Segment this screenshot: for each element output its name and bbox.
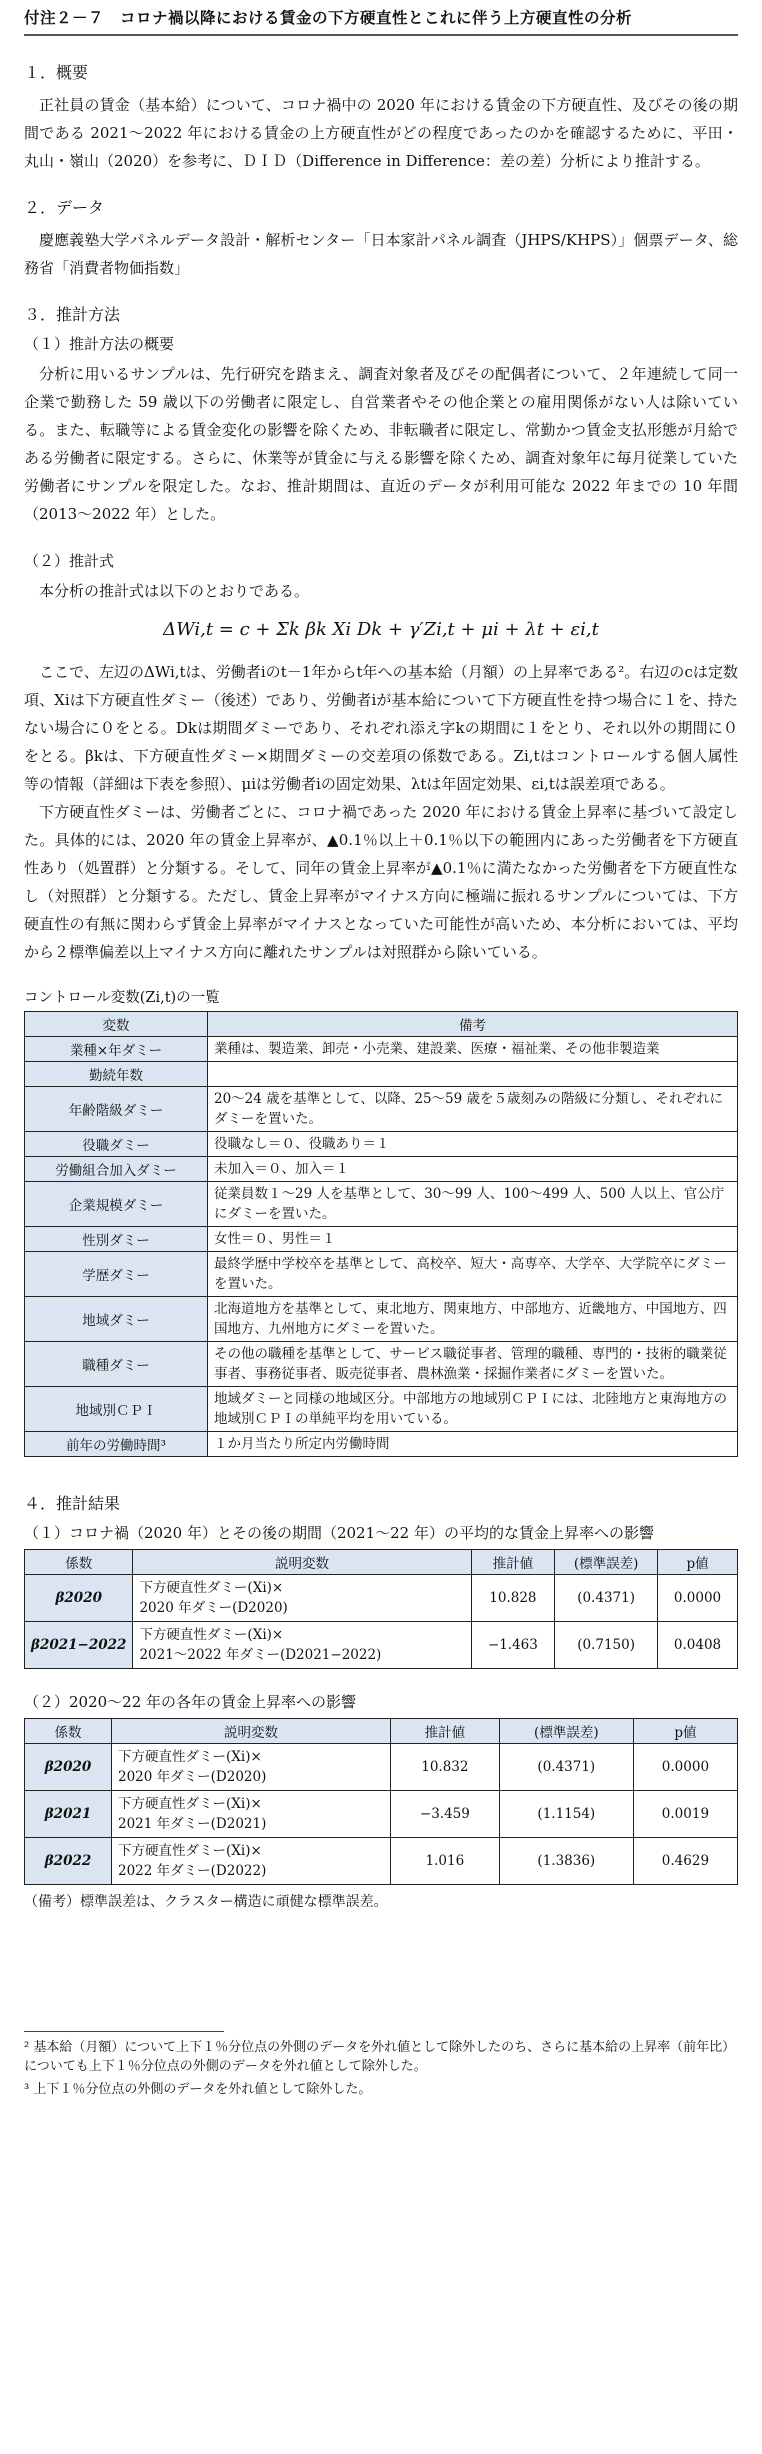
estimate-cell: −1.463 (471, 1622, 555, 1669)
coefficient-cell: β2020 (25, 1744, 112, 1791)
section-method (24, 302, 738, 966)
p-value-cell: 0.4629 (633, 1838, 737, 1885)
table-row (25, 1132, 738, 1157)
variable-line: 2020 年ダミー(D2020) (139, 1600, 288, 1616)
paragraph: 分析に用いるサンプルは、先行研究を踏まえ、調査対象者及びその配偶者について、２年連続して同一企業で勤務した 59 歳以下の労働者に限定し、自営業者やその他企業との雇用関係がない人は除いている。また、転職等による賃金変化の影響を除くため、非転職者に限定し、常勤かつ賃金支払形態が月給である労働者に限定する。さらに、休業等が賃金に与える影響を除くため、調査対象年に毎月従業していた労働者にサンプルを限定した。なお、推計期間は、直近のデータが利用可能な 2022 年までの 10 年間（2013～2022 年）とした。 (24, 365, 738, 523)
table-row (25, 1252, 738, 1297)
remarks-cell: 地域ダミーと同様の地域区分。中部地方の地域別ＣＰＩには、北陸地方と東海地方の地域別ＣＰＩの単純平均を用いている。 (208, 1387, 738, 1432)
estimate-cell: 10.828 (471, 1575, 555, 1622)
results-table-2 (24, 1718, 738, 1885)
remarks-cell: 北海道地方を基準として、東北地方、関東地方、中部地方、近畿地方、中国地方、四国地方、九州地方にダミーを置いた。 (208, 1297, 738, 1342)
coefficient-cell: β2021 (25, 1791, 112, 1838)
paragraph: 慶應義塾大学パネルデータ設計・解析センター「日本家計パネル調査（JHPS/KHPS）」個票データ、総務省「消費者物価指数」 (24, 231, 738, 277)
explanatory-variable-cell (133, 1622, 471, 1669)
variable-name-cell: 地域ダミー (25, 1297, 208, 1342)
subsection-heading: （１）コロナ禍（2020 年）とその後の期間（2021～22 年）の平均的な賃金上昇率への影響 (24, 1524, 654, 1542)
footnote-divider (24, 2031, 224, 2032)
variable-name-cell: 前年の労働時間³ (25, 1432, 208, 1457)
variable-name-cell: 学歴ダミー (25, 1252, 208, 1297)
explanatory-variable-cell (112, 1744, 391, 1791)
std-error-cell: (1.1154) (499, 1791, 633, 1838)
variable-line: 下方硬直性ダミー(Xi)× (118, 1749, 262, 1765)
variable-name-cell: 勤続年数 (25, 1062, 208, 1087)
paragraph: 正社員の賃金（基本給）について、コロナ禍中の 2020 年における賃金の下方硬直性、及びその後の期間である 2021～2022 年における賃金の上方硬直性がどの程度であったのかを確認するために、平田・丸山・嶺山（2020）を参考に、ＤＩＤ（Difference in Difference：差の差）分析により推計する。 (24, 96, 738, 170)
column-header: p値 (658, 1550, 738, 1575)
section-heading: ４．推計結果 (24, 1494, 121, 1513)
table-row (25, 1838, 738, 1885)
variable-name-cell: 業種×年ダミー (25, 1037, 208, 1062)
estimate-cell: −3.459 (390, 1791, 499, 1838)
equation: ΔWi,t = c + Σk βk Xi Dk + γ′Zi,t + μi + λt + εi,t (163, 619, 599, 640)
std-error-cell: (0.4371) (499, 1744, 633, 1791)
section-heading: １．概要 (24, 63, 89, 82)
variable-name-cell: 役職ダミー (25, 1132, 208, 1157)
table-row (25, 1227, 738, 1252)
table-row (25, 1342, 738, 1387)
remarks-cell: 最終学歴中学校卒を基準として、高校卒、短大・高専卒、大学卒、大学院卒にダミーを置いた。 (208, 1252, 738, 1297)
column-header: (標準誤差) (555, 1550, 658, 1575)
p-value-cell: 0.0000 (633, 1744, 737, 1791)
explanatory-variable-cell (133, 1575, 471, 1622)
variable-line: 下方硬直性ダミー(Xi)× (118, 1796, 262, 1812)
p-value-cell: 0.0019 (633, 1791, 737, 1838)
variable-line: 2021～2022 年ダミー(D2021−2022) (139, 1647, 382, 1663)
table-row (25, 1297, 738, 1342)
subsection-heading: （１）推計方法の概要 (24, 335, 175, 353)
coefficient-cell: β2020 (25, 1575, 133, 1622)
variable-name-cell: 労働組合加入ダミー (25, 1157, 208, 1182)
document-page (24, 0, 738, 2099)
remarks-cell: １か月当たり所定内労働時間 (208, 1432, 738, 1457)
column-header: (標準誤差) (499, 1719, 633, 1744)
table-row (25, 1744, 738, 1791)
estimate-cell: 1.016 (390, 1838, 499, 1885)
column-header: p値 (633, 1719, 737, 1744)
table-row (25, 1791, 738, 1838)
std-error-cell: (0.7150) (555, 1622, 658, 1669)
section-heading: ３．推計方法 (24, 305, 121, 324)
variable-name-cell: 地域別ＣＰＩ (25, 1387, 208, 1432)
subsection-heading: （２）2020～22 年の各年の賃金上昇率への影響 (24, 1693, 357, 1711)
explanatory-variable-cell (112, 1838, 391, 1885)
remarks-cell: 20～24 歳を基準として、以降、25～59 歳を５歳刻みの階級に分類し、それぞれにダミーを置いた。 (208, 1087, 738, 1132)
table-row (25, 1157, 738, 1182)
remarks-cell: その他の職種を基準として、サービス職従事者、管理的職種、専門的・技術的職業従事者、事務従事者、販売従事者、農林漁業・採掘作業者にダミーを置いた。 (208, 1342, 738, 1387)
section-results (24, 1491, 738, 1911)
paragraph: 下方硬直性ダミーは、労働者ごとに、コロナ禍であった 2020 年における賃金上昇率に基づいて設定した。具体的には、2020 年の賃金上昇率が、▲0.1％以上＋0.1％以下の範囲内にあった労働者を下方硬直性あり（処置群）と分類する。そして、同年の賃金上昇率が▲0.1％に満たなかった労働者を下方硬直性なし（対照群）と分類する。ただし、賃金上昇率がマイナス方向に極端に振れるサンプルについては、下方硬直性の有無に関わらず賃金上昇率がマイナスとなっていた可能性が高いため、本分析においては、平均から２標準偏差以上マイナス方向に離れたサンプルは対照群から除いている。 (24, 803, 738, 961)
std-error-cell: (1.3836) (499, 1838, 633, 1885)
variable-name-cell: 年齢階級ダミー (25, 1087, 208, 1132)
variable-line: 2020 年ダミー(D2020) (118, 1769, 267, 1785)
variable-name-cell: 性別ダミー (25, 1227, 208, 1252)
table-row (25, 1387, 738, 1432)
table-row (25, 1062, 738, 1087)
variable-line: 下方硬直性ダミー(Xi)× (118, 1843, 262, 1859)
column-header: 備考 (208, 1012, 738, 1037)
coefficient-cell: β2021−2022 (25, 1622, 133, 1669)
section-heading: ２．データ (24, 198, 105, 217)
column-header: 係数 (25, 1719, 112, 1744)
variable-line: 下方硬直性ダミー(Xi)× (139, 1627, 284, 1643)
estimate-cell: 10.832 (390, 1744, 499, 1791)
footnote: ² 基本給（月額）について上下１％分位点の外側のデータを外れ値として除外したのち、さらに基本給の上昇率（前年比）についても上下１％分位点の外側のデータを外れ値として除外した。 (24, 2040, 736, 2074)
variable-line: 2022 年ダミー(D2022) (118, 1863, 267, 1879)
table-row (25, 1432, 738, 1457)
column-header: 説明変数 (112, 1719, 391, 1744)
table-row (25, 1622, 738, 1669)
column-header: 係数 (25, 1550, 133, 1575)
table-row (25, 1087, 738, 1132)
remarks-cell: 役職なし＝０、役職あり＝１ (208, 1132, 738, 1157)
paragraph: 本分析の推計式は以下のとおりである。 (39, 582, 310, 600)
variable-name-cell: 職種ダミー (25, 1342, 208, 1387)
column-header: 推計値 (390, 1719, 499, 1744)
table-caption: コントロール変数(Zi,t)の一覧 (24, 990, 220, 1006)
variable-line: 下方硬直性ダミー(Xi)× (139, 1580, 284, 1596)
variable-line: 2021 年ダミー(D2021) (118, 1816, 267, 1832)
column-header: 変数 (25, 1012, 208, 1037)
coefficient-cell: β2022 (25, 1838, 112, 1885)
remarks-cell: 未加入＝０、加入＝１ (208, 1157, 738, 1182)
column-header: 推計値 (471, 1550, 555, 1575)
p-value-cell: 0.0000 (658, 1575, 738, 1622)
paragraph: ここで、左辺のΔWi,tは、労働者iのt－1年からt年への基本給（月額）の上昇率である²。右辺のcは定数項、Xiは下方硬直性ダミー（後述）であり、労働者iが基本給について下方硬直性を持つ場合に１を、持たない場合に０をとる。Dkは期間ダミーであり、それぞれ添え字kの期間に１をとり、それ以外の期間に０をとる。βkは、下方硬直性ダミー×期間ダミーの交差項の係数である。Zi,tはコントロールする個人属性等の情報（詳細は下表を参照）、μiは労働者iの固定効果、λtは年固定効果、εi,tは誤差項である。 (24, 663, 738, 793)
footnote: ³ 上下１％分位点の外側のデータを外れ値として除外した。 (24, 2082, 372, 2097)
section-overview (24, 60, 738, 175)
subsection-heading: （２）推計式 (24, 552, 115, 570)
remarks-cell: 従業員数１～29 人を基準として、30～99 人、100～499 人、500 人以上、官公庁にダミーを置いた。 (208, 1182, 738, 1227)
results-table-1 (24, 1549, 738, 1669)
explanatory-variable-cell (112, 1791, 391, 1838)
column-header: 説明変数 (133, 1550, 471, 1575)
p-value-cell: 0.0408 (658, 1622, 738, 1669)
table-row (25, 1182, 738, 1227)
remarks-cell: 女性＝０、男性＝１ (208, 1227, 738, 1252)
table-note: （備考）標準誤差は、クラスター構造に頑健な標準誤差。 (24, 1894, 388, 1910)
remarks-cell: 業種は、製造業、卸売・小売業、建設業、医療・福祉業、その他非製造業 (208, 1037, 738, 1062)
remarks-cell (208, 1062, 738, 1087)
table-row (25, 1575, 738, 1622)
table-row (25, 1037, 738, 1062)
std-error-cell: (0.4371) (555, 1575, 658, 1622)
control-variables-table (24, 1011, 738, 1457)
section-data (24, 195, 738, 282)
page-title: 付注２－７ コロナ禍以降における賃金の下方硬直性とこれに伴う上方硬直性の分析 (24, 4, 738, 36)
variable-name-cell: 企業規模ダミー (25, 1182, 208, 1227)
